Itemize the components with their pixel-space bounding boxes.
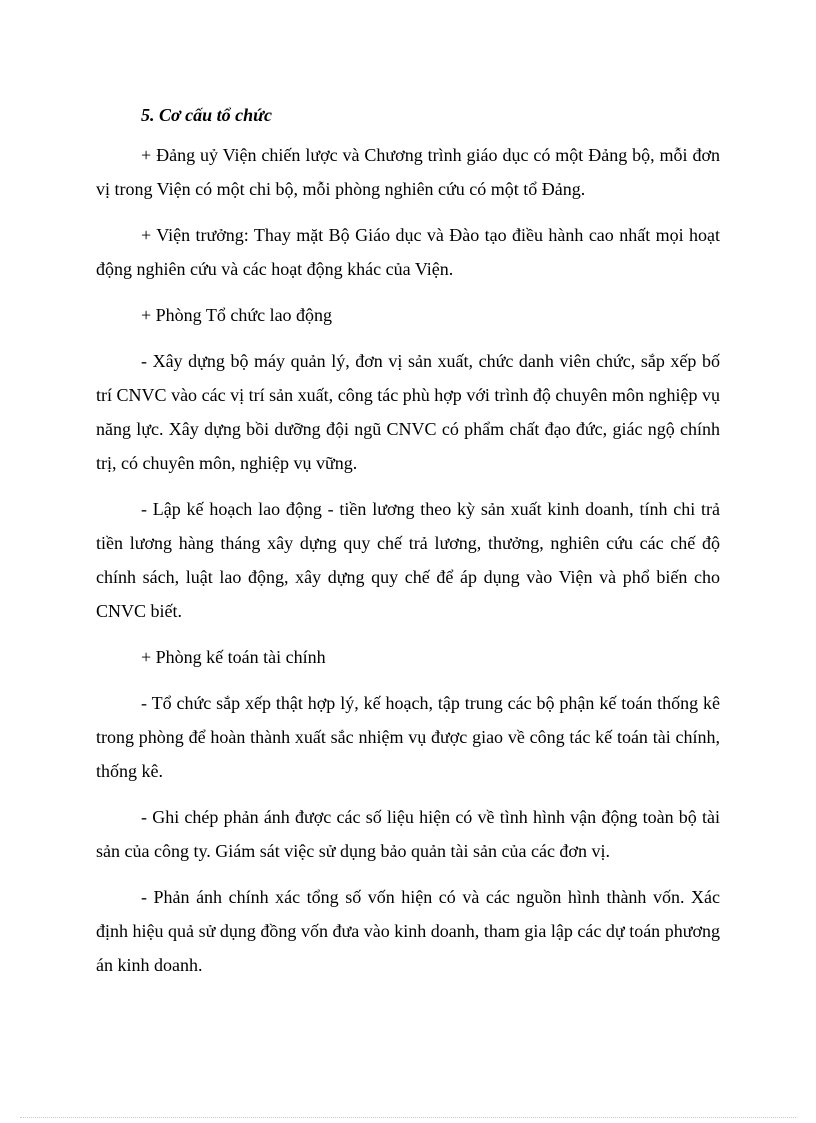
paragraph-finance-duty-1: - Tổ chức sắp xếp thật hợp lý, kế hoạch, tập trung các bộ phận kế toán thống kê trong phòng để hoàn thành xuất sắc nhiệm vụ được giao về công tác kế toán tài chính, thống kê. bbox=[96, 693, 720, 781]
paragraph-labor-duty-1: - Xây dựng bộ máy quản lý, đơn vị sản xuất, chức danh viên chức, sắp xếp bố trí CNVC vào các vị trí sản xuất, công tác phù hợp với trình độ chuyên môn nghiệp vụ năng lực. Xây dựng bồi dưỡng đội ngũ CNVC có phẩm chất đạo đức, giác ngộ chính trị, có chuyên môn, nghiệp vụ vững. bbox=[96, 351, 720, 473]
paragraph-finance-duty-3: - Phản ánh chính xác tổng số vốn hiện có và các nguồn hình thành vốn. Xác định hiệu quả sử dụng đồng vốn đưa vào kinh doanh, tham gia lập các dự toán phương án kinh doanh. bbox=[96, 887, 720, 975]
paragraph-finance-duty-2: - Ghi chép phản ánh được các số liệu hiện có về tình hình vận động toàn bộ tài sản của công ty. Giám sát việc sử dụng bảo quản tài sản của các đơn vị. bbox=[96, 807, 720, 861]
paragraph-labor-duty-2: - Lập kế hoạch lao động - tiền lương theo kỳ sản xuất kinh doanh, tính chi trả tiền lương hàng tháng xây dựng quy chế trả lương, thưởng, nghiên cứu các chế độ chính sách, luật lao động, xây dựng quy chế để áp dụng vào Viện và phổ biến cho CNVC biết. bbox=[96, 499, 720, 621]
document-body bbox=[96, 102, 720, 994]
paragraph-labor-dept: + Phòng Tổ chức lao động bbox=[141, 305, 333, 325]
paragraph-party-committee: + Đảng uỷ Viện chiến lược và Chương trình giáo dục có một Đảng bộ, mỗi đơn vị trong Viện có một chi bộ, mỗi phòng nghiên cứu có một tổ Đảng. bbox=[96, 145, 720, 199]
paragraph-finance-dept: + Phòng kế toán tài chính bbox=[141, 647, 326, 667]
section-heading: 5. Cơ cấu tổ chức bbox=[141, 105, 272, 125]
paragraph-director: + Viện trưởng: Thay mặt Bộ Giáo dục và Đào tạo điều hành cao nhất mọi hoạt động nghiên cứu và các hoạt động khác của Viện. bbox=[96, 225, 720, 279]
page-bottom-divider bbox=[20, 1117, 796, 1118]
